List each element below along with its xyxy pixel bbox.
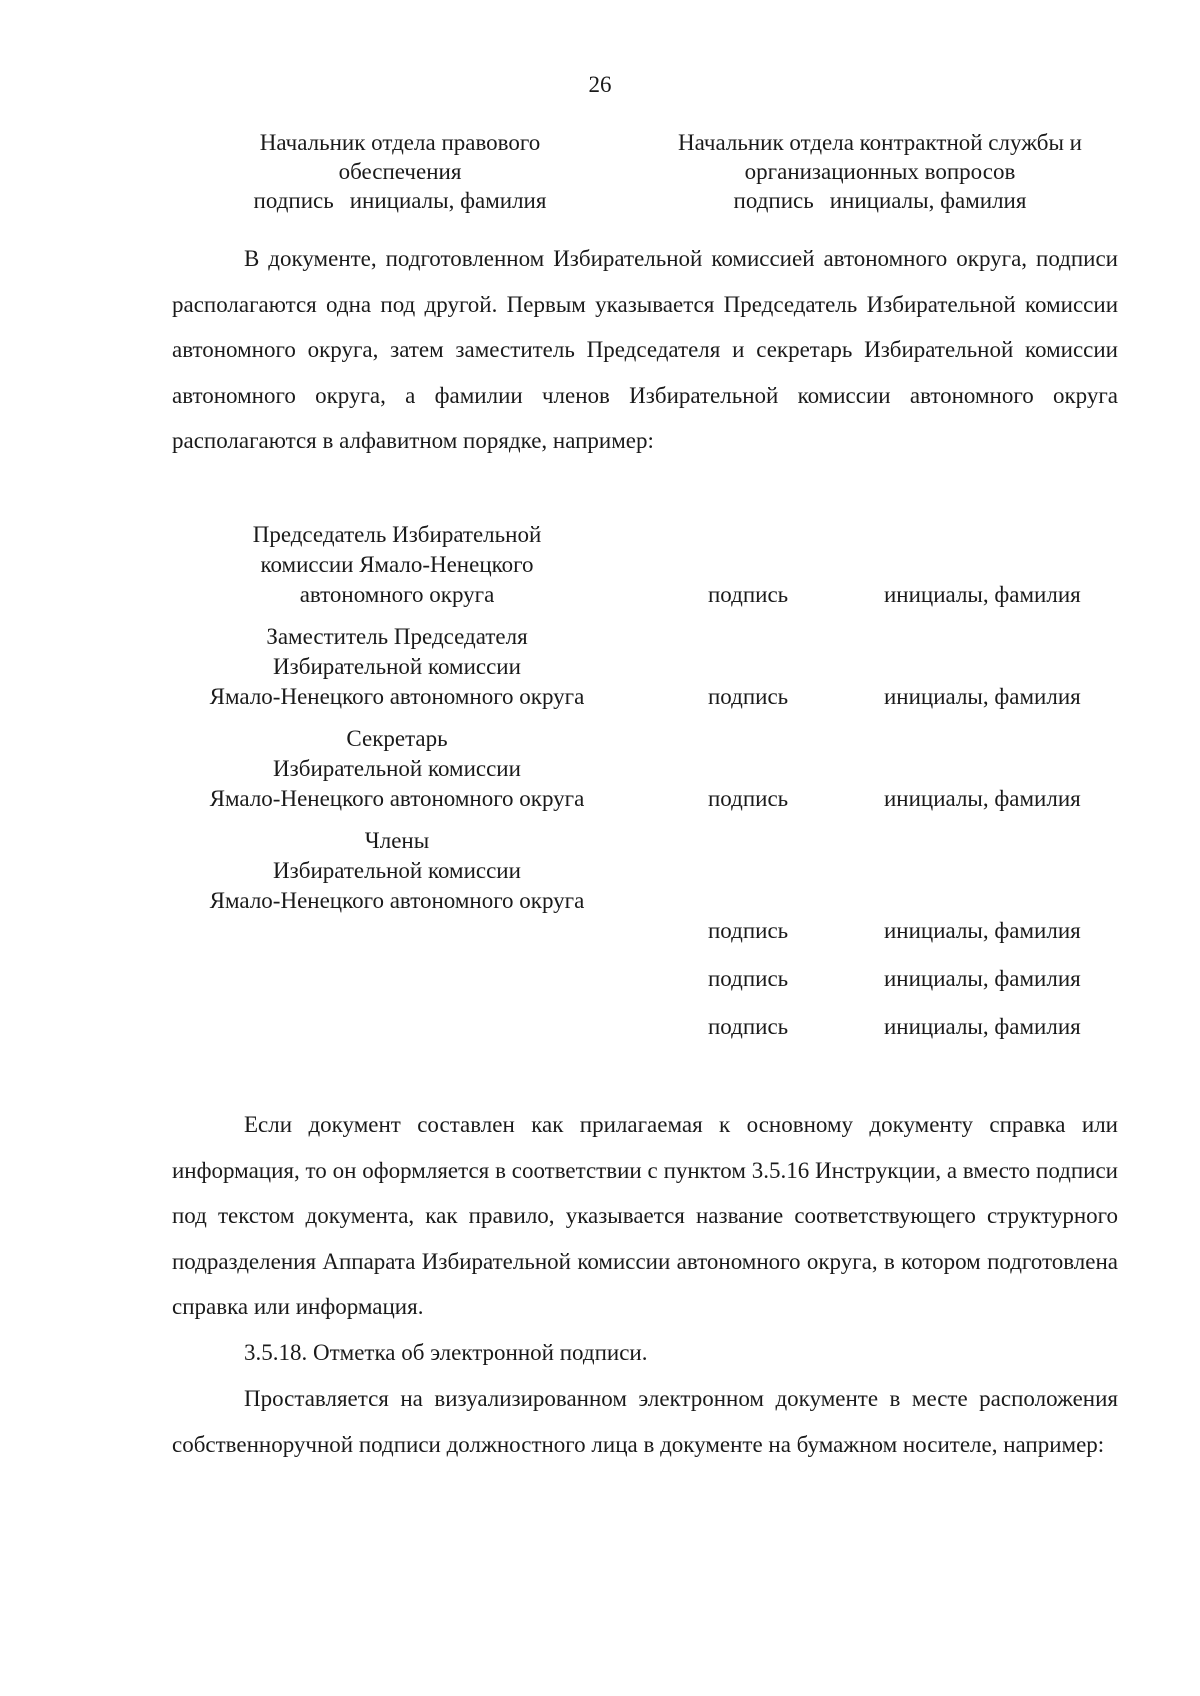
role-line: автономного округа [299,582,495,607]
commission-signature-list [172,520,1118,1090]
contract-service-signature [640,128,1120,215]
signature-placeholder: подпись [708,1014,789,1039]
role-line: Члены [364,828,430,853]
name-placeholder: инициалы, фамилия [884,786,1081,811]
signature-line [200,186,600,215]
role-line: Ямало-Ненецкого автономного округа [209,786,585,811]
members-title [172,826,622,916]
name-placeholder: инициалы, фамилия [829,188,1027,213]
paragraph-attachment-note: Если документ составлен как прилагаемая к основному документу справка или информация, то он оформляется в соответствии с пунктом 3.5.16 Инструкции, а вместо подписи под текстом документа, как правило, указывается название соответствующего структурного подразделения Аппарата Избирательной комиссии автономного округа, в котором подготовлена справка или информация. [172,1112,1118,1319]
name-placeholder: инициалы, фамилия [884,918,1081,943]
signatory-title-line: Начальник отдела контрактной службы и [677,130,1082,155]
role-line: Председатель Избирательной [252,522,542,547]
role-line: Избирательной комиссии [273,654,521,679]
role-line: Секретарь [346,726,448,751]
signature-placeholder: подпись [708,582,789,607]
role-line: Ямало-Ненецкого автономного округа [209,888,585,913]
role-line: Избирательной комиссии [273,756,521,781]
name-placeholder: инициалы, фамилия [884,582,1081,607]
legal-department-signature [200,128,600,215]
page-number: 26 [588,72,612,97]
name-placeholder: инициалы, фамилия [349,188,547,213]
role-line: Избирательной комиссии [273,858,521,883]
signature-placeholder: подпись [733,188,814,213]
secretary-title [172,724,622,814]
signature-placeholder: подпись [708,966,789,991]
name-placeholder: инициалы, фамилия [884,684,1081,709]
paragraph-electronic-signature: Проставляется на визуализированном электронном документе в месте расположения собственноручной подписи должностного лица в документе на бумажном носителе, например: [172,1386,1118,1457]
signature-placeholder: подпись [708,918,789,943]
deputy-title [172,622,622,712]
name-placeholder: инициалы, фамилия [884,1014,1081,1039]
signatory-title-line: Начальник отдела правового [259,130,541,155]
chairman-title [172,520,622,610]
top-signature-block [170,128,1120,224]
section-heading-electronic-signature: 3.5.18. Отметка об электронной подписи. [244,1340,648,1365]
signature-placeholder: подпись [253,188,334,213]
signature-placeholder: подпись [708,684,789,709]
name-placeholder: инициалы, фамилия [884,966,1081,991]
paragraph-signature-order: В документе, подготовленном Избирательной комиссией автономного округа, подписи располагаются одна под другой. Первым указывается Председатель Избирательной комиссии автономного округа, затем заместитель Председателя и секретарь Избирательной комиссии автономного округа, а фамилии членов Избирательной комиссии автономного округа располагаются в алфавитном порядке, например: [172,246,1118,453]
signature-line [640,186,1120,215]
signatory-title-line: обеспечения [338,159,462,184]
signatory-title-line: организационных вопросов [744,159,1016,184]
role-line: Ямало-Ненецкого автономного округа [209,684,585,709]
signature-placeholder: подпись [708,786,789,811]
role-line: комиссии Ямало-Ненецкого [260,552,534,577]
role-line: Заместитель Председателя [266,624,528,649]
